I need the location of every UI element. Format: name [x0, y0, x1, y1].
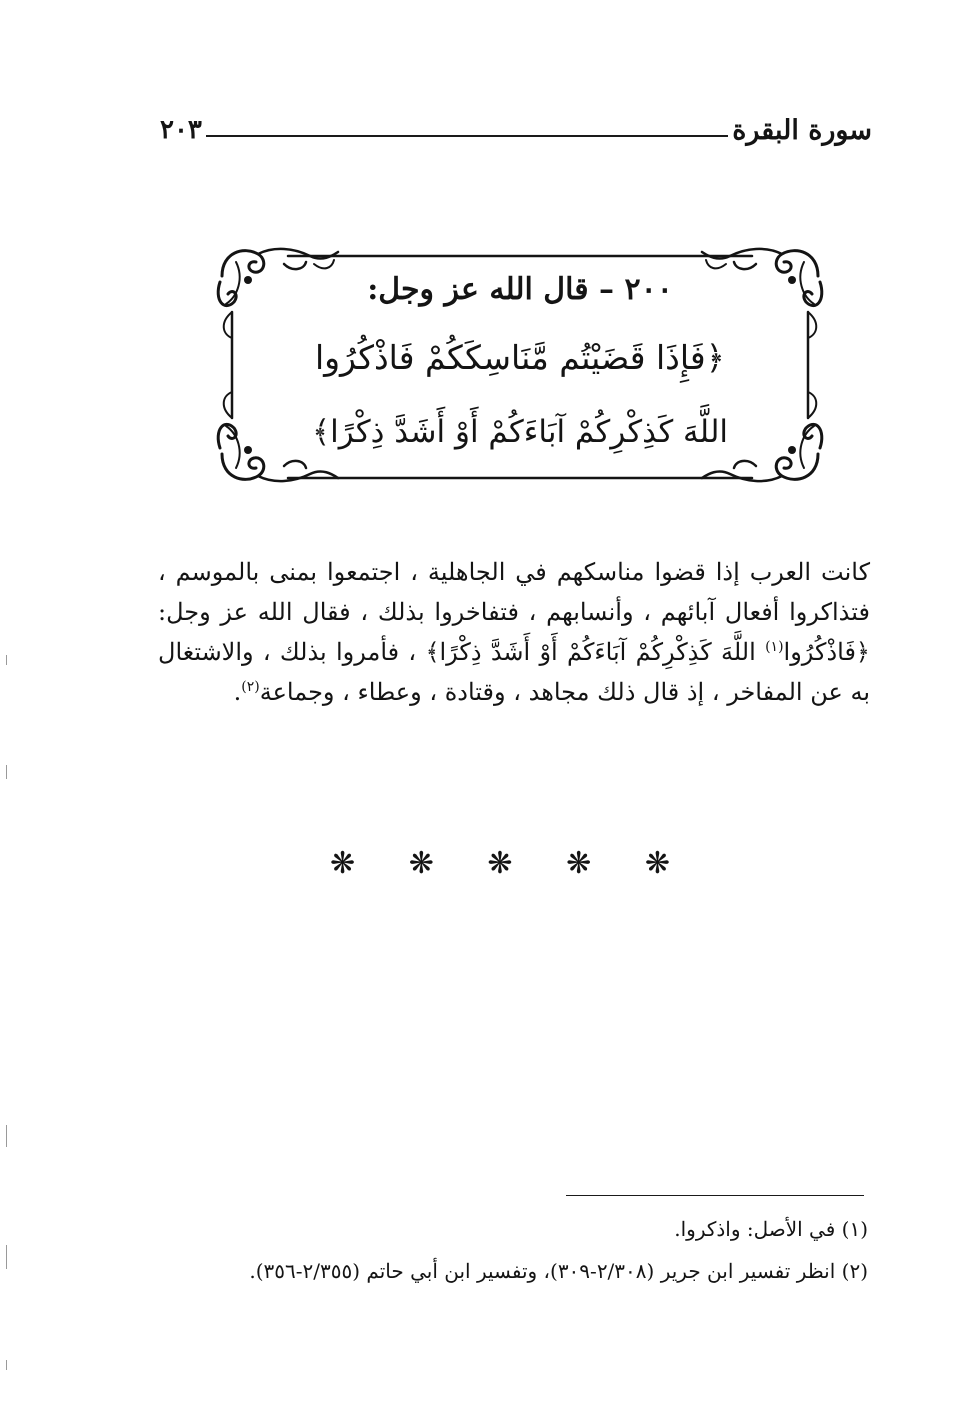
footnote-2: (٢) انظر تفسير ابن جرير (٢/٣٠٨-٣٠٩)، وتفسير ابن أبي حاتم (٢/٣٥٥-٣٥٦). [249, 1259, 868, 1283]
star-icon: ❋ [644, 846, 670, 881]
scan-mark [6, 1245, 7, 1269]
body-line-4-end: . [233, 678, 242, 706]
scan-mark [6, 655, 7, 665]
running-header [160, 108, 872, 152]
body-line-4 [158, 672, 870, 712]
verse-line-1: ﴿فَإِذَا قَضَيْتُم مَّنَاسِكَكُمْ فَاذْكُرُوا [314, 338, 726, 377]
verse-line-2: اللَّهَ كَذِكْرِكُمْ آبَاءَكُمْ أَوْ أَشَدَّ ذِكْرًا﴾ [311, 414, 729, 450]
body-line-3-rest: ، فأمروا بذلك ، والاشتغال [158, 638, 417, 666]
scan-mark [6, 765, 7, 779]
body-line-4-text: به عن المفاخر ، إذ قال ذلك مجاهد ، وقتادة ، وعطاء ، وجماعة [259, 678, 870, 706]
verse-heading: ٢٠٠ – قال الله عز وجل: [367, 272, 673, 307]
star-icon: ❋ [330, 846, 356, 881]
quoted-verse-end: اللَّهَ كَذِكْرِكُمْ آبَاءَكُمْ أَوْ أَشَدَّ ذِكْرًا﴾ [425, 638, 756, 666]
footnote-rule [566, 1195, 864, 1196]
footnote-ref-1: (١) [765, 639, 784, 655]
footnotes [180, 1208, 868, 1292]
star-icon: ❋ [408, 846, 434, 881]
body-paragraph [158, 552, 870, 712]
header-rule [206, 135, 728, 137]
quoted-verse-start: ﴿فَاذْكُرُوا [783, 638, 870, 666]
page-number: ٢٠٣ [160, 115, 202, 145]
star-icon: ❋ [566, 846, 592, 881]
body-line-3 [158, 632, 870, 672]
surah-title: سورة البقرة [732, 114, 872, 146]
body-line-2: فتذاكروا أفعال آبائهم ، وأنسابهم ، فتفاخروا بذلك ، فقال الله عز وجل: [158, 598, 870, 626]
body-line-1: كانت العرب إذا قضوا مناسكهم في الجاهلية ، اجتمعوا بمنى بالموسم ، [158, 558, 870, 586]
footnote-ref-2: (٢) [241, 679, 260, 695]
footnote-1: (١) في الأصل: واذكروا. [674, 1217, 868, 1241]
star-icon: ❋ [487, 846, 513, 881]
scan-mark [6, 1360, 7, 1370]
verse-frame [214, 242, 826, 488]
section-separator [330, 846, 670, 881]
scan-mark [6, 1125, 7, 1147]
